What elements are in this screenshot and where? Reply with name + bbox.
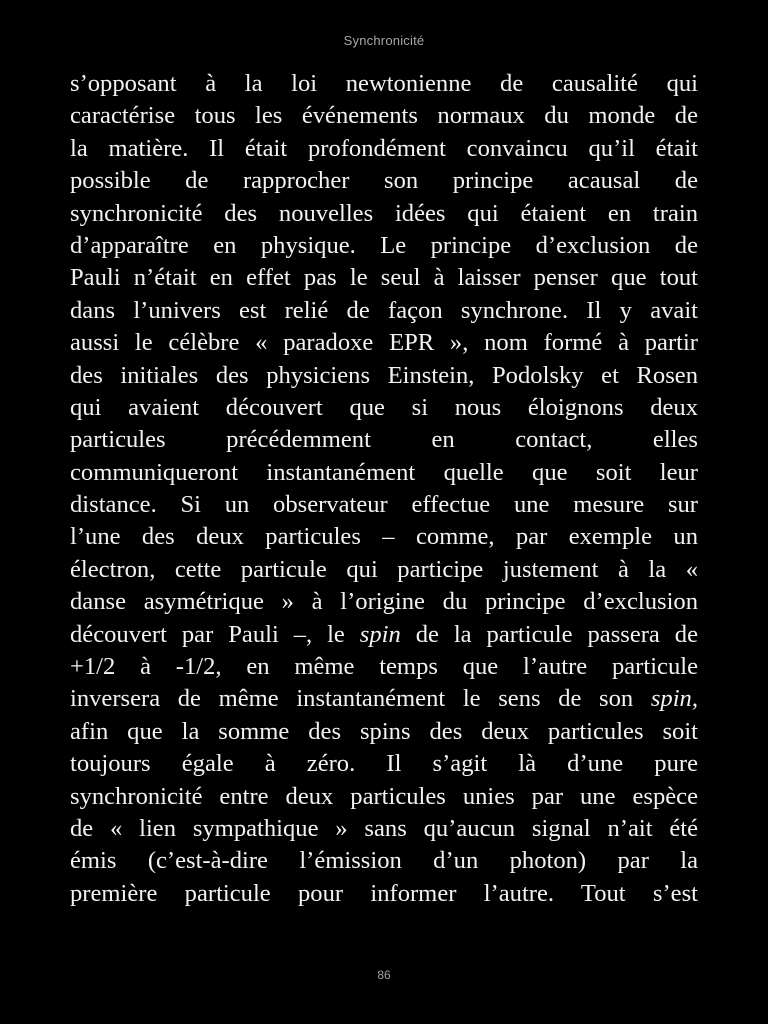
text-line: +1/2 à -1/2, en même temps que l’autre particule	[70, 653, 698, 681]
text-line: danse asymétrique » à l’origine du principe d’exclusion	[70, 588, 698, 616]
text-line	[70, 683, 698, 715]
text-line: qui avaient découvert que si nous éloignons deux	[70, 393, 698, 421]
text-line: afin que la somme des spins des deux particules soit	[70, 717, 698, 745]
text-line: s’opposant à la loi newtonienne de causalité qui	[70, 70, 698, 97]
text-line: dans l’univers est relié de façon synchrone. Il y avait	[70, 296, 698, 324]
text-line: distance. Si un observateur effectue une mesure sur	[70, 491, 698, 519]
italic-term: spin	[359, 620, 401, 648]
text-line: d’apparaître en physique. Le principe d’exclusion de	[70, 231, 698, 259]
text-line: particules précédemment en contact, elles	[70, 426, 698, 454]
text-line: l’une des deux particules – comme, par exemple un	[70, 523, 698, 551]
text-line: électron, cette particule qui participe justement à la «	[70, 555, 698, 583]
text-line: de « lien sympathique » sans qu’aucun signal n’ait été	[70, 814, 698, 842]
text-line: caractérise tous les événements normaux du monde de	[70, 102, 698, 130]
text-span: inversera de même instantanément le sens de son	[70, 685, 651, 713]
text-line: aussi le célèbre « paradoxe EPR », nom formé à partir	[70, 329, 698, 357]
text-line: possible de rapprocher son principe acausal de	[70, 167, 698, 195]
text-line: émis (c’est-à-dire l’émission d’un photon) par la	[70, 847, 698, 875]
text-line: première particule pour informer l’autre. Tout s’est	[70, 879, 698, 907]
running-header: Synchronicité	[343, 33, 425, 48]
text-line: toujours égale à zéro. Il s’agit là d’une pure	[70, 750, 698, 778]
text-line: synchronicité entre deux particules unies par une espèce	[70, 782, 698, 810]
text-line: la matière. Il était profondément convaincu qu’il était	[70, 134, 698, 162]
text-span: découvert par Pauli –, le	[70, 620, 360, 648]
text-span: de la particule passera de	[400, 620, 698, 648]
text-line: des initiales des physiciens Einstein, Podolsky et Rosen	[70, 361, 698, 389]
text-line	[70, 619, 698, 651]
text-line: Pauli n’était en effet pas le seul à laisser penser que tout	[70, 264, 698, 292]
text-line: synchronicité des nouvelles idées qui étaient en train	[70, 199, 698, 227]
text-line: communiqueront instantanément quelle que soit leur	[70, 458, 698, 486]
body-text	[70, 68, 698, 910]
page-number: 86	[377, 968, 391, 982]
italic-term: spin,	[650, 685, 698, 713]
